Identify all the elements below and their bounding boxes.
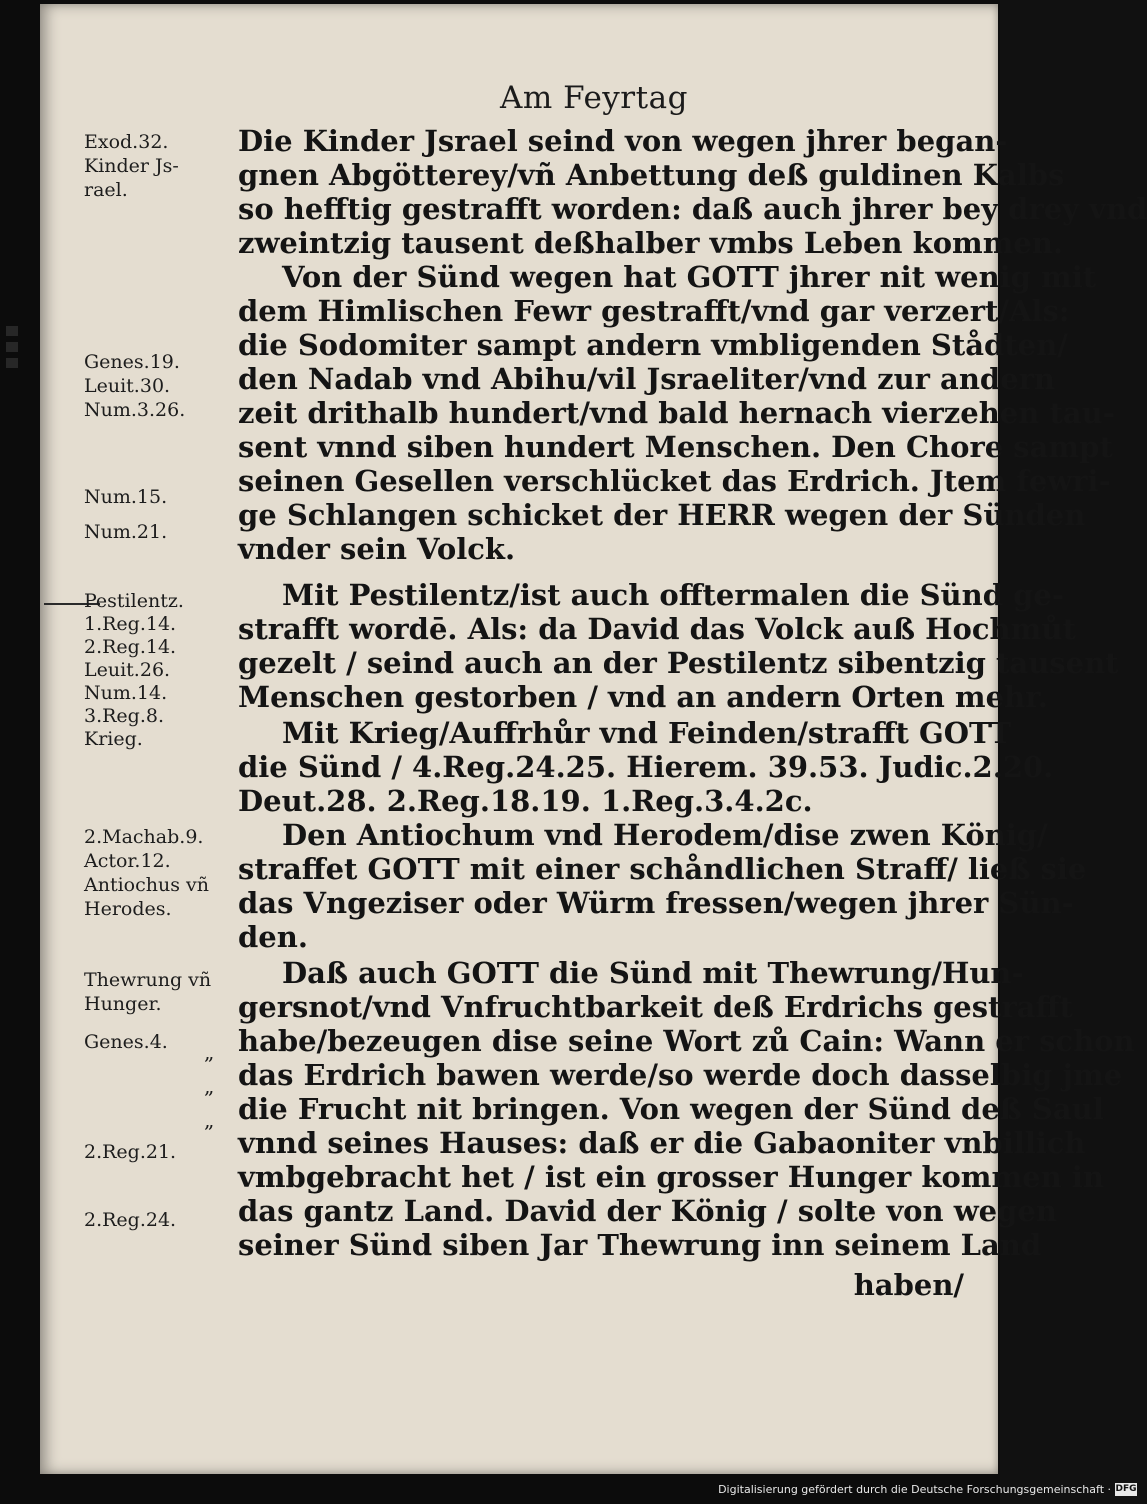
body-line: Mit Krieg/Auffrhůr vnd Feinden/strafft GOTT bbox=[282, 716, 1012, 750]
body-line: Den Antiochum vnd Herodem/dise zwen König/ bbox=[282, 818, 1048, 852]
ditto-mark: „ bbox=[204, 1074, 215, 1098]
body-line: Deut.28. 2.Reg.18.19. 1.Reg.3.4.2c. bbox=[238, 784, 813, 818]
body-line: zweintzig tausent deßhalber vmbs Leben kommen. bbox=[238, 226, 1064, 260]
body-line: das Vngeziser oder Würm fressen/wegen jhrer Sün- bbox=[238, 886, 1074, 920]
body-line: straffet GOTT mit einer schåndlichen Straff/ ließ sie bbox=[238, 852, 1087, 886]
margin-note-reg24: 2.Reg.24. bbox=[84, 1209, 177, 1231]
margin-note-pestilentz: Pestilentz. 1.Reg.14. 2.Reg.14. Leuit.26. Num.14. 3.Reg.8. Krieg. bbox=[84, 590, 184, 750]
body-line: seiner Sünd siben Jar Thewrung inn seinem Land bbox=[238, 1228, 1042, 1262]
body-line: dem Himlischen Fewr gestrafft/vnd gar verzert/Als: bbox=[238, 294, 1070, 328]
ditto-mark: „ bbox=[204, 1108, 215, 1132]
body-line: den Nadab vnd Abihu/vil Jsraeliter/vnd zur andern bbox=[238, 362, 1056, 396]
margin-note-thewrung: Thewrung vñ Hunger. bbox=[84, 969, 212, 1015]
body-line: Von der Sünd wegen hat GOTT jhrer nit wenig mit bbox=[282, 260, 1097, 294]
body-line: den. bbox=[238, 920, 308, 954]
ditto-mark: „ bbox=[204, 1040, 215, 1064]
body-line: Menschen gestorben / vnd an andern Orten mehr. bbox=[238, 680, 1048, 714]
digitization-credit: Digitalisierung gefördert durch die Deutsche Forschungsgemeinschaft · bbox=[718, 1483, 1111, 1496]
body-line: die Sünd / 4.Reg.24.25. Hierem. 39.53. Judic.2.20. bbox=[238, 750, 1054, 784]
body-line: gnen Abgötterey/vñ Anbettung deß guldinen Kalbs bbox=[238, 158, 1065, 192]
body-line: zeit drithalb hundert/vnd bald hernach vierzehen tau- bbox=[238, 396, 1115, 430]
body-line: strafft wordē. Als: da David das Volck auß Hochmůt bbox=[238, 612, 1076, 646]
body-line: die Sodomiter sampt andern vmbligenden Stådten/ bbox=[238, 328, 1068, 362]
body-line: das Erdrich bawen werde/so werde doch dasselbig jme bbox=[238, 1058, 1123, 1092]
margin-note-num15: Num.15. bbox=[84, 486, 168, 508]
body-line: gersnot/vnd Vnfruchtbarkeit deß Erdrichs gestrafft bbox=[238, 990, 1073, 1024]
previous-page-bleed bbox=[0, 320, 40, 400]
body-line: vnnd seines Hauses: daß er die Gabaoniter vnbillich bbox=[238, 1126, 1086, 1160]
body-line: Daß auch GOTT die Sünd mit Thewrung/Hun- bbox=[282, 956, 1024, 990]
catchword: haben/ bbox=[853, 1268, 964, 1302]
body-line: Die Kinder Jsrael seind von wegen jhrer began- bbox=[238, 124, 1008, 158]
margin-note-exod: Exod.32. Kinder Js- rael. bbox=[84, 131, 179, 201]
running-header: Am Feyrtag bbox=[500, 80, 688, 116]
body-line: vmbgebracht het / ist ein grosser Hunger kommen in bbox=[238, 1160, 1104, 1194]
body-line: gezelt / seind auch an der Pestilentz sibentzig tausent bbox=[238, 646, 1119, 680]
body-line: das gantz Land. David der König / solte von wegen bbox=[238, 1194, 1057, 1228]
margin-note-machab: 2.Machab.9. Actor.12. Antiochus vñ Herodes. bbox=[84, 826, 209, 920]
margin-note-reg21: 2.Reg.21. bbox=[84, 1141, 177, 1163]
body-line: habe/bezeugen dise seine Wort zů Cain: Wann er schon bbox=[238, 1024, 1135, 1058]
body-line: so hefftig gestrafft worden: daß auch jhrer bey drey vnd bbox=[238, 192, 1147, 226]
body-line: Mit Pestilentz/ist auch offtermalen die Sünd ge- bbox=[282, 578, 1064, 612]
body-line: ge Schlangen schicket der HERR wegen der Sünden bbox=[238, 498, 1086, 532]
body-line: vnder sein Volck. bbox=[238, 532, 516, 566]
margin-note-num21: Num.21. bbox=[84, 521, 168, 543]
body-line: seinen Gesellen verschlücket das Erdrich. Jtem fewri- bbox=[238, 464, 1111, 498]
margin-note-genes: Genes.19. Leuit.30. Num.3.26. bbox=[84, 351, 186, 421]
body-line: die Frucht nit bringen. Von wegen der Sünd deß Saul bbox=[238, 1092, 1104, 1126]
dfg-logo: DFG bbox=[1115, 1484, 1137, 1494]
body-line: sent vnnd siben hundert Menschen. Den Chore sampt bbox=[238, 430, 1113, 464]
margin-note-genes4: Genes.4. bbox=[84, 1031, 168, 1053]
